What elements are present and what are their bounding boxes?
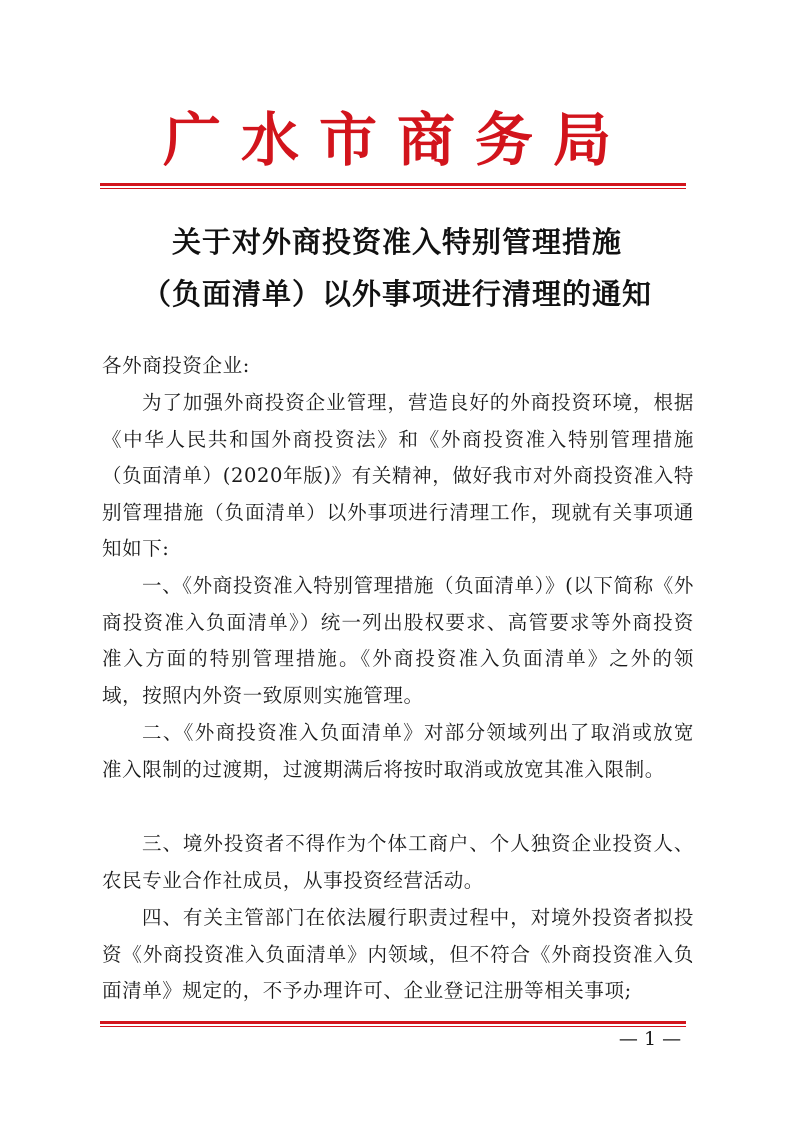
letterhead-red-rule-thick <box>100 183 686 186</box>
document-title-line-1: 关于对外商投资准入特别管理措施 <box>171 225 622 259</box>
letterhead-org-name: 广水市商务局 <box>162 106 631 174</box>
body-paragraph: 三、境外投资者不得作为个体工商户、个人独资企业投资人、农民专业合作社成员，从事投资经营活动。 <box>102 832 694 892</box>
footer-red-rule-thick <box>100 1021 686 1024</box>
letterhead-red-rule-thin <box>100 188 686 189</box>
footer-red-rule-thin <box>100 1026 686 1027</box>
document-title-line-2: （负面清单）以外事项进行清理的通知 <box>141 277 652 311</box>
body-paragraph: 为了加强外商投资企业管理，营造良好的外商投资环境，根据《中华人民共和国外商投资法》和《外商投资准入特别管理措施（负面清单）(2020年版)》有关精神，做好我市对外商投资准入特别管理措施（负面清单）以外事项进行清理工作，现就有关事项通知如下: <box>102 391 694 561</box>
page-number: — 1 — <box>618 1028 682 1050</box>
body-paragraph: 四、有关主管部门在依法履行职责过程中，对境外投资者拟投资《外商投资准入负面清单》内领域，但不符合《外商投资准入负面清单》规定的，不予办理许可、企业登记注册等相关事项; <box>102 906 694 1003</box>
body-paragraph: 一、《外商投资准入特别管理措施（负面清单）》(以下简称《外商投资准入负面清单》）统一列出股权要求、高管要求等外商投资准入方面的特别管理措施。《外商投资准入负面清单》之外的领域，按照内外资一致原则实施管理。 <box>102 574 694 707</box>
salutation: 各外商投资企业: <box>102 354 250 377</box>
body-paragraph: 二、《外商投资准入负面清单》对部分领域列出了取消或放宽准入限制的过渡期，过渡期满后将按时取消或放宽其准入限制。 <box>102 721 694 781</box>
